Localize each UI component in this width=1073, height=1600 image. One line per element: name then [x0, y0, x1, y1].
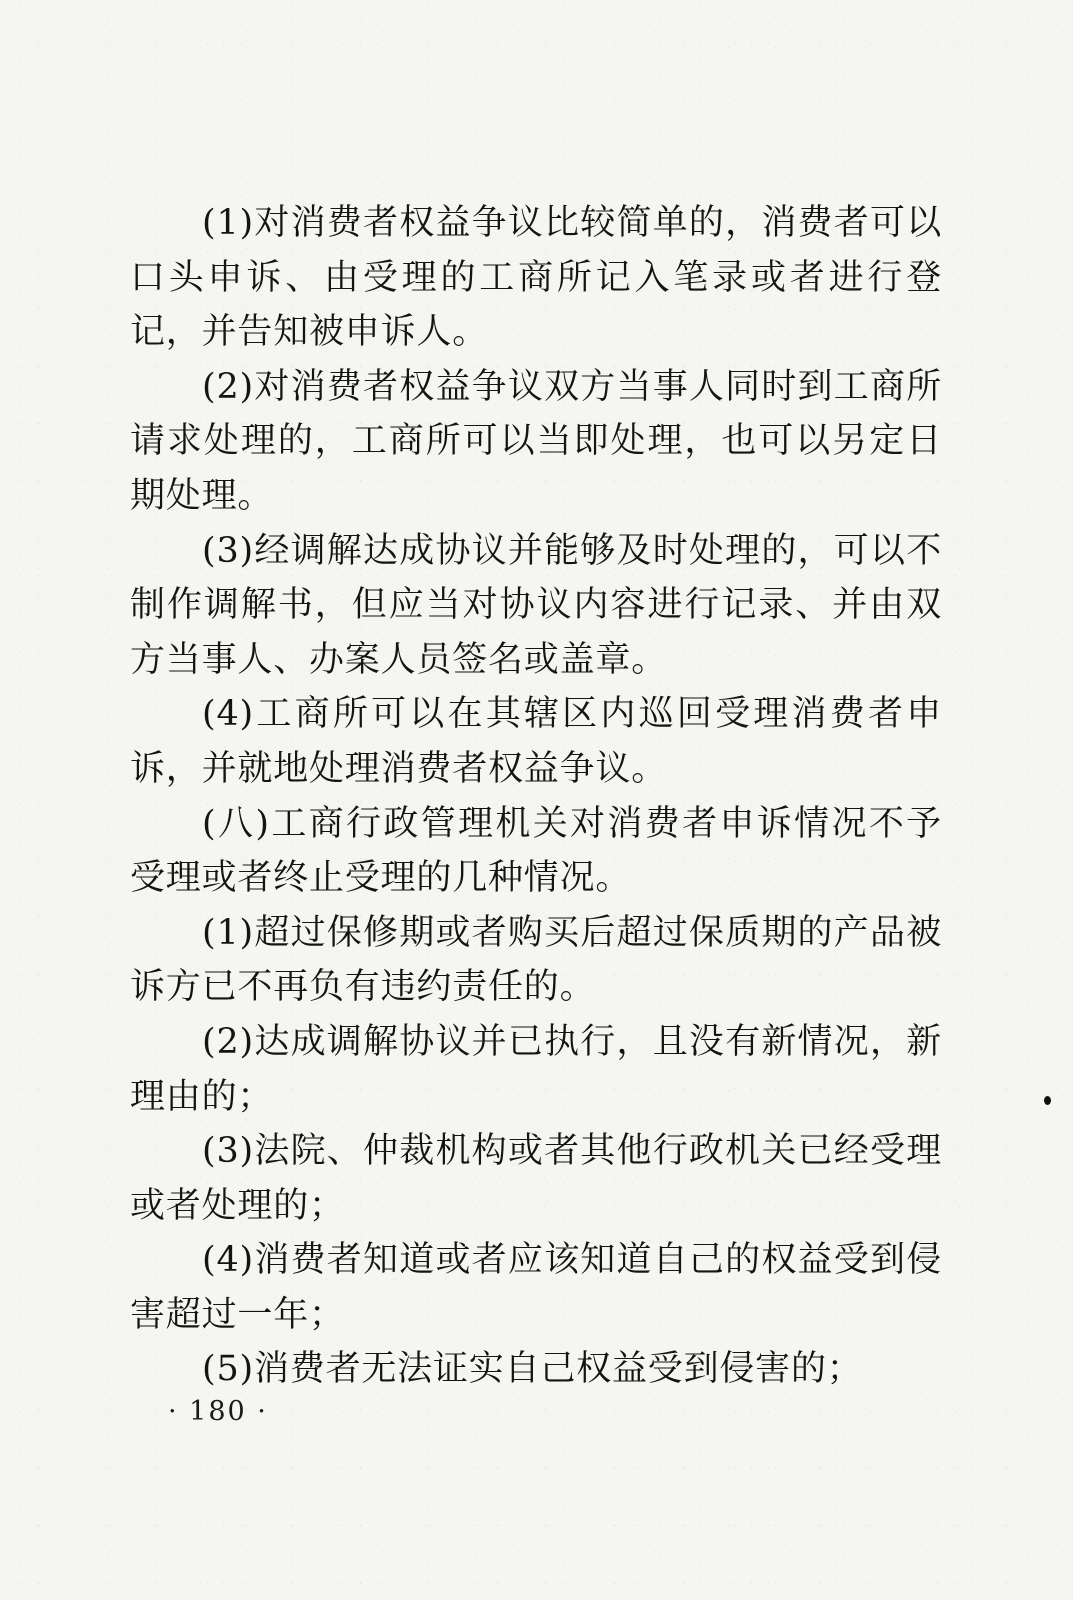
paragraph-9: (4)消费者知道或者应该知道自己的权益受到侵害超过一年； [130, 1240, 942, 1335]
page-number: · 180 · [168, 1396, 268, 1427]
paragraph-10: (5)消费者无法证实自己权益受到侵害的； [202, 1349, 863, 1390]
paragraph-3: (3)经调解达成协议并能够及时处理的，可以不制作调解书，但应当对协议内容进行记录、并由双方当事人、办案人员签名或盖章。 [130, 530, 942, 680]
body-text [130, 196, 942, 1397]
paragraph-8: (3)法院、仲裁机构或者其他行政机关已经受理或者处理的； [130, 1131, 942, 1226]
paragraph-7: (2)达成调解协议并已执行，且没有新情况，新理由的； [130, 1021, 942, 1117]
paragraph-1: (1)对消费者权益争议比较简单的，消费者可以口头申诉、由受理的工商所记入笔录或者进行登记，并告知被申诉人。 [130, 203, 942, 353]
paragraph-4: (4)工商所可以在其辖区内巡回受理消费者申诉，并就地处理消费者权益争议。 [130, 694, 942, 789]
paragraph-5: (八)工商行政管理机关对消费者申诉情况不予受理或者终止受理的几种情况。 [130, 803, 942, 899]
paragraph-2: (2)对消费者权益争议双方当事人同时到工商所请求处理的，工商所可以当即处理，也可以另定日期处理。 [130, 366, 942, 516]
paragraph-6: (1)超过保修期或者购买后超过保质期的产品被诉方已不再负有违约责任的。 [130, 912, 942, 1008]
scan-speck [1044, 1096, 1051, 1105]
